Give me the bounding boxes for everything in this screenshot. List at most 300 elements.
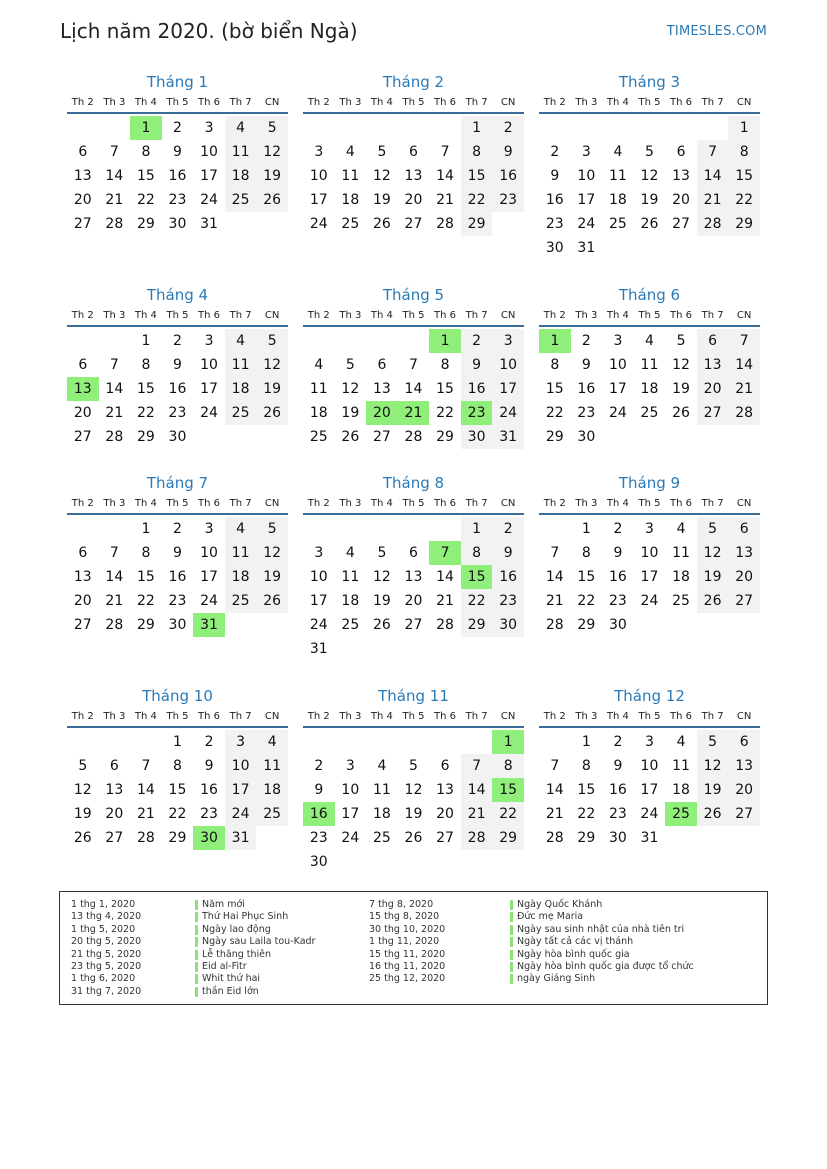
day-cell[interactable]: 15 [136,168,155,184]
day-cell[interactable]: 10 [341,782,360,798]
day-cell[interactable]: 16 [200,782,218,798]
day-cell[interactable]: 2 [314,758,324,774]
day-cell[interactable]: 29 [577,830,596,846]
day-cell[interactable]: 30 [608,830,627,846]
day-cell[interactable]: 6 [109,758,119,774]
day-cell[interactable]: 29 [545,429,564,445]
day-cell[interactable]: 20 [73,593,92,609]
day-cell[interactable]: 24 [200,593,218,609]
day-cell[interactable]: 12 [256,353,288,377]
day-cell[interactable]: 31 [492,425,524,449]
day-cell[interactable]: 10 [577,168,596,184]
day-cell[interactable]: 7 [697,140,729,164]
day-cell[interactable]: 5 [697,517,729,541]
day-cell[interactable]: 5 [409,758,418,774]
day-cell[interactable]: 28 [404,429,423,445]
day-cell[interactable]: 24 [309,617,328,633]
day-cell[interactable]: 8 [141,545,151,561]
day-cell[interactable]: 24 [577,216,596,232]
day-cell[interactable]: 4 [225,517,257,541]
day-cell[interactable]: 12 [341,381,360,397]
day-cell[interactable]: 18 [672,569,690,585]
day-cell[interactable]: 2 [173,120,182,136]
day-cell[interactable]: 15 [545,381,564,397]
day-cell[interactable]: 15 [136,381,155,397]
day-cell[interactable]: 9 [173,357,182,373]
day-cell[interactable]: 6 [440,758,450,774]
day-cell[interactable]: 28 [136,830,155,846]
day-cell[interactable]: 14 [728,353,760,377]
day-cell[interactable]: 18 [640,381,659,397]
day-cell[interactable]: 27 [73,617,92,633]
day-cell[interactable]: 20 [73,192,92,208]
day-cell[interactable]: 28 [105,216,124,232]
day-cell[interactable]: 24 [640,593,659,609]
day-cell[interactable]: 5 [697,730,729,754]
day-cell[interactable]: 20 [105,806,124,822]
day-cell[interactable]: 12 [256,541,288,565]
day-cell-holiday[interactable]: 15 [461,565,493,589]
day-cell[interactable]: 15 [728,164,760,188]
day-cell[interactable]: 12 [404,782,423,798]
day-cell[interactable]: 4 [377,758,387,774]
day-cell[interactable]: 7 [728,329,760,353]
day-cell[interactable]: 31 [640,830,659,846]
day-cell[interactable]: 4 [225,329,257,353]
day-cell[interactable]: 13 [73,168,92,184]
day-cell[interactable]: 28 [105,617,124,633]
day-cell[interactable]: 9 [314,782,324,798]
day-cell[interactable]: 26 [640,216,659,232]
day-cell[interactable]: 21 [105,405,124,421]
day-cell[interactable]: 10 [225,754,257,778]
day-cell[interactable]: 30 [577,429,596,445]
day-cell[interactable]: 7 [461,754,493,778]
day-cell[interactable]: 16 [492,565,524,589]
day-cell[interactable]: 28 [545,617,564,633]
day-cell[interactable]: 17 [640,569,659,585]
day-cell[interactable]: 14 [545,569,564,585]
day-cell[interactable]: 22 [728,188,760,212]
day-cell[interactable]: 11 [672,545,690,561]
day-cell[interactable]: 2 [613,734,623,750]
day-cell[interactable]: 21 [728,377,760,401]
day-cell[interactable]: 9 [173,545,182,561]
day-cell[interactable]: 2 [173,333,182,349]
day-cell[interactable]: 29 [168,830,187,846]
day-cell[interactable]: 3 [345,758,355,774]
day-cell[interactable]: 20 [672,192,690,208]
day-cell[interactable]: 28 [436,617,454,633]
day-cell[interactable]: 25 [372,830,391,846]
day-cell[interactable]: 8 [141,357,151,373]
day-cell[interactable]: 25 [672,593,690,609]
day-cell[interactable]: 29 [436,429,454,445]
day-cell-holiday[interactable]: 1 [130,116,162,140]
day-cell[interactable]: 10 [640,758,659,774]
day-cell[interactable]: 19 [697,778,729,802]
day-cell[interactable]: 28 [697,212,729,236]
day-cell[interactable]: 27 [372,429,391,445]
day-cell-holiday[interactable]: 30 [193,826,225,850]
day-cell[interactable]: 8 [173,758,182,774]
day-cell[interactable]: 29 [461,212,493,236]
day-cell[interactable]: 17 [225,778,257,802]
day-cell[interactable]: 17 [309,593,328,609]
day-cell[interactable]: 25 [309,429,328,445]
day-cell[interactable]: 29 [492,826,524,850]
day-cell[interactable]: 19 [341,405,360,421]
day-cell[interactable]: 11 [608,168,627,184]
day-cell[interactable]: 13 [728,541,760,565]
day-cell[interactable]: 26 [341,429,360,445]
day-cell[interactable]: 7 [440,144,450,160]
day-cell[interactable]: 8 [492,754,524,778]
day-cell[interactable]: 17 [577,192,596,208]
day-cell[interactable]: 1 [141,333,151,349]
day-cell[interactable]: 20 [697,377,729,401]
day-cell[interactable]: 3 [225,730,257,754]
day-cell[interactable]: 18 [309,405,328,421]
day-cell[interactable]: 26 [256,188,288,212]
day-cell[interactable]: 22 [168,806,187,822]
day-cell[interactable]: 5 [345,357,355,373]
day-cell[interactable]: 1 [173,734,182,750]
day-cell[interactable]: 13 [105,782,124,798]
day-cell[interactable]: 31 [200,216,218,232]
day-cell[interactable]: 30 [168,429,187,445]
day-cell[interactable]: 3 [613,333,623,349]
day-cell-holiday[interactable]: 20 [366,401,398,425]
day-cell[interactable]: 16 [168,168,187,184]
day-cell[interactable]: 18 [256,778,288,802]
day-cell[interactable]: 28 [461,826,493,850]
day-cell[interactable]: 4 [314,357,324,373]
day-cell[interactable]: 16 [168,381,187,397]
day-cell[interactable]: 20 [404,593,423,609]
day-cell[interactable]: 10 [200,545,218,561]
day-cell[interactable]: 6 [728,517,760,541]
day-cell[interactable]: 4 [256,730,288,754]
day-cell[interactable]: 22 [545,405,564,421]
day-cell[interactable]: 8 [581,758,591,774]
day-cell[interactable]: 11 [309,381,328,397]
day-cell[interactable]: 23 [168,405,187,421]
day-cell[interactable]: 2 [492,116,524,140]
day-cell[interactable]: 19 [73,806,92,822]
day-cell[interactable]: 5 [256,517,288,541]
day-cell[interactable]: 20 [728,565,760,589]
day-cell[interactable]: 29 [136,617,155,633]
day-cell[interactable]: 17 [309,192,328,208]
day-cell[interactable]: 27 [728,589,760,613]
day-cell[interactable]: 22 [492,802,524,826]
day-cell[interactable]: 2 [204,734,214,750]
day-cell[interactable]: 21 [697,188,729,212]
day-cell[interactable]: 8 [728,140,760,164]
day-cell[interactable]: 4 [676,734,686,750]
day-cell[interactable]: 22 [136,593,155,609]
day-cell[interactable]: 23 [168,593,187,609]
day-cell[interactable]: 19 [256,377,288,401]
day-cell[interactable]: 10 [640,545,659,561]
day-cell[interactable]: 7 [109,357,119,373]
day-cell[interactable]: 19 [372,593,391,609]
day-cell[interactable]: 24 [492,401,524,425]
day-cell[interactable]: 27 [728,802,760,826]
day-cell[interactable]: 2 [550,144,560,160]
day-cell[interactable]: 17 [200,168,218,184]
day-cell[interactable]: 6 [728,730,760,754]
day-cell[interactable]: 22 [461,188,493,212]
day-cell-holiday[interactable]: 25 [665,802,697,826]
day-cell[interactable]: 6 [676,144,686,160]
day-cell[interactable]: 25 [608,216,627,232]
day-cell[interactable]: 14 [545,782,564,798]
day-cell[interactable]: 2 [461,329,493,353]
day-cell[interactable]: 4 [645,333,654,349]
day-cell-holiday[interactable]: 23 [461,401,493,425]
day-cell[interactable]: 12 [372,569,391,585]
day-cell[interactable]: 1 [581,734,591,750]
day-cell[interactable]: 25 [640,405,659,421]
day-cell[interactable]: 17 [200,381,218,397]
day-cell[interactable]: 6 [409,545,418,561]
day-cell[interactable]: 7 [141,758,151,774]
day-cell[interactable]: 3 [492,329,524,353]
day-cell[interactable]: 27 [73,216,92,232]
day-cell[interactable]: 7 [550,758,560,774]
day-cell[interactable]: 2 [581,333,591,349]
day-cell[interactable]: 13 [404,569,423,585]
day-cell[interactable]: 21 [436,593,454,609]
day-cell-holiday[interactable]: 1 [492,730,524,754]
day-cell[interactable]: 12 [697,754,729,778]
day-cell[interactable]: 26 [256,589,288,613]
day-cell[interactable]: 9 [204,758,214,774]
day-cell[interactable]: 4 [345,545,355,561]
day-cell[interactable]: 26 [697,802,729,826]
day-cell[interactable]: 4 [613,144,623,160]
day-cell[interactable]: 10 [608,357,627,373]
day-cell[interactable]: 18 [341,192,360,208]
day-cell-holiday[interactable]: 15 [492,778,524,802]
day-cell[interactable]: 5 [377,545,387,561]
day-cell[interactable]: 8 [141,144,151,160]
day-cell[interactable]: 11 [341,168,360,184]
day-cell[interactable]: 11 [225,541,257,565]
day-cell[interactable]: 20 [404,192,423,208]
day-cell[interactable]: 14 [136,782,155,798]
day-cell[interactable]: 26 [697,589,729,613]
day-cell[interactable]: 8 [550,357,560,373]
day-cell[interactable]: 10 [309,168,328,184]
day-cell[interactable]: 3 [204,521,214,537]
day-cell-holiday[interactable]: 1 [429,329,461,353]
day-cell[interactable]: 24 [200,405,218,421]
day-cell[interactable]: 18 [225,164,257,188]
day-cell[interactable]: 17 [492,377,524,401]
day-cell[interactable]: 15 [577,569,596,585]
day-cell[interactable]: 14 [461,778,493,802]
day-cell[interactable]: 11 [341,569,360,585]
day-cell[interactable]: 9 [492,140,524,164]
day-cell[interactable]: 11 [672,758,690,774]
day-cell[interactable]: 16 [577,381,596,397]
day-cell[interactable]: 13 [697,353,729,377]
day-cell[interactable]: 11 [225,140,257,164]
day-cell[interactable]: 3 [314,545,324,561]
day-cell[interactable]: 26 [73,830,92,846]
day-cell[interactable]: 5 [377,144,387,160]
day-cell[interactable]: 31 [309,641,328,657]
day-cell[interactable]: 22 [577,593,596,609]
day-cell[interactable]: 22 [577,806,596,822]
day-cell[interactable]: 10 [492,353,524,377]
day-cell[interactable]: 13 [404,168,423,184]
day-cell[interactable]: 2 [173,521,182,537]
day-cell[interactable]: 16 [608,569,627,585]
day-cell[interactable]: 7 [550,545,560,561]
day-cell[interactable]: 3 [645,521,654,537]
day-cell[interactable]: 29 [136,216,155,232]
day-cell[interactable]: 28 [728,401,760,425]
day-cell[interactable]: 1 [461,116,493,140]
day-cell[interactable]: 21 [436,192,454,208]
day-cell[interactable]: 5 [645,144,654,160]
day-cell[interactable]: 18 [372,806,391,822]
day-cell[interactable]: 22 [136,405,155,421]
day-cell[interactable]: 29 [577,617,596,633]
day-cell[interactable]: 28 [105,429,124,445]
day-cell[interactable]: 24 [608,405,627,421]
day-cell[interactable]: 9 [173,144,182,160]
day-cell[interactable]: 6 [697,329,729,353]
day-cell[interactable]: 18 [608,192,627,208]
day-cell[interactable]: 19 [256,164,288,188]
day-cell[interactable]: 21 [545,593,564,609]
day-cell[interactable]: 16 [492,164,524,188]
day-cell[interactable]: 10 [200,357,218,373]
day-cell[interactable]: 9 [581,357,591,373]
day-cell[interactable]: 13 [436,782,454,798]
day-cell[interactable]: 25 [256,802,288,826]
day-cell[interactable]: 25 [225,589,257,613]
day-cell[interactable]: 5 [78,758,88,774]
day-cell[interactable]: 27 [105,830,124,846]
day-cell[interactable]: 23 [492,589,524,613]
day-cell[interactable]: 26 [404,830,423,846]
day-cell[interactable]: 1 [728,116,760,140]
day-cell[interactable]: 22 [136,192,155,208]
day-cell[interactable]: 27 [404,617,423,633]
day-cell[interactable]: 9 [461,353,493,377]
day-cell[interactable]: 28 [436,216,454,232]
day-cell[interactable]: 3 [645,734,654,750]
day-cell[interactable]: 25 [225,188,257,212]
day-cell[interactable]: 7 [109,545,119,561]
day-cell[interactable]: 21 [105,192,124,208]
day-cell[interactable]: 20 [73,405,92,421]
day-cell[interactable]: 4 [225,116,257,140]
day-cell[interactable]: 3 [204,333,214,349]
day-cell[interactable]: 26 [372,617,391,633]
day-cell[interactable]: 29 [728,212,760,236]
day-cell[interactable]: 25 [341,216,360,232]
day-cell[interactable]: 23 [492,188,524,212]
day-cell[interactable]: 19 [404,806,423,822]
day-cell[interactable]: 15 [461,164,493,188]
day-cell[interactable]: 30 [492,613,524,637]
day-cell[interactable]: 16 [461,377,493,401]
day-cell[interactable]: 11 [225,353,257,377]
day-cell[interactable]: 22 [461,589,493,613]
day-cell[interactable]: 19 [672,381,690,397]
day-cell[interactable]: 30 [461,425,493,449]
brand-link[interactable]: TIMESLES.COM [666,24,767,39]
day-cell[interactable]: 18 [225,565,257,589]
day-cell[interactable]: 8 [440,357,450,373]
day-cell[interactable]: 14 [436,168,454,184]
day-cell[interactable]: 19 [256,565,288,589]
day-cell[interactable]: 5 [256,329,288,353]
day-cell[interactable]: 13 [73,569,92,585]
day-cell[interactable]: 8 [461,541,493,565]
day-cell[interactable]: 17 [341,806,360,822]
day-cell[interactable]: 1 [581,521,591,537]
day-cell[interactable]: 3 [204,120,214,136]
day-cell[interactable]: 30 [608,617,627,633]
day-cell[interactable]: 3 [314,144,324,160]
day-cell[interactable]: 21 [461,802,493,826]
day-cell[interactable]: 19 [640,192,659,208]
day-cell[interactable]: 14 [436,569,454,585]
day-cell[interactable]: 24 [640,806,659,822]
day-cell[interactable]: 12 [256,140,288,164]
day-cell[interactable]: 31 [577,240,596,256]
day-cell[interactable]: 22 [436,405,454,421]
day-cell[interactable]: 15 [436,381,454,397]
day-cell[interactable]: 14 [697,164,729,188]
day-cell[interactable]: 4 [345,144,355,160]
day-cell[interactable]: 11 [372,782,391,798]
day-cell[interactable]: 27 [672,216,690,232]
day-cell[interactable]: 30 [309,854,328,870]
day-cell[interactable]: 25 [341,617,360,633]
day-cell-holiday[interactable]: 7 [429,541,461,565]
day-cell[interactable]: 6 [409,144,418,160]
day-cell[interactable]: 26 [256,401,288,425]
day-cell[interactable]: 8 [581,545,591,561]
day-cell[interactable]: 14 [105,168,124,184]
day-cell[interactable]: 29 [461,613,493,637]
day-cell[interactable]: 5 [676,333,686,349]
day-cell[interactable]: 23 [168,192,187,208]
day-cell[interactable]: 10 [200,144,218,160]
day-cell[interactable]: 23 [577,405,596,421]
day-cell[interactable]: 25 [225,401,257,425]
day-cell[interactable]: 12 [697,541,729,565]
day-cell[interactable]: 21 [105,593,124,609]
day-cell[interactable]: 17 [608,381,627,397]
day-cell[interactable]: 30 [168,216,187,232]
day-cell[interactable]: 29 [136,429,155,445]
day-cell[interactable]: 21 [545,806,564,822]
day-cell[interactable]: 8 [461,140,493,164]
day-cell[interactable]: 23 [608,593,627,609]
day-cell-holiday[interactable]: 21 [398,401,430,425]
day-cell[interactable]: 30 [545,240,564,256]
